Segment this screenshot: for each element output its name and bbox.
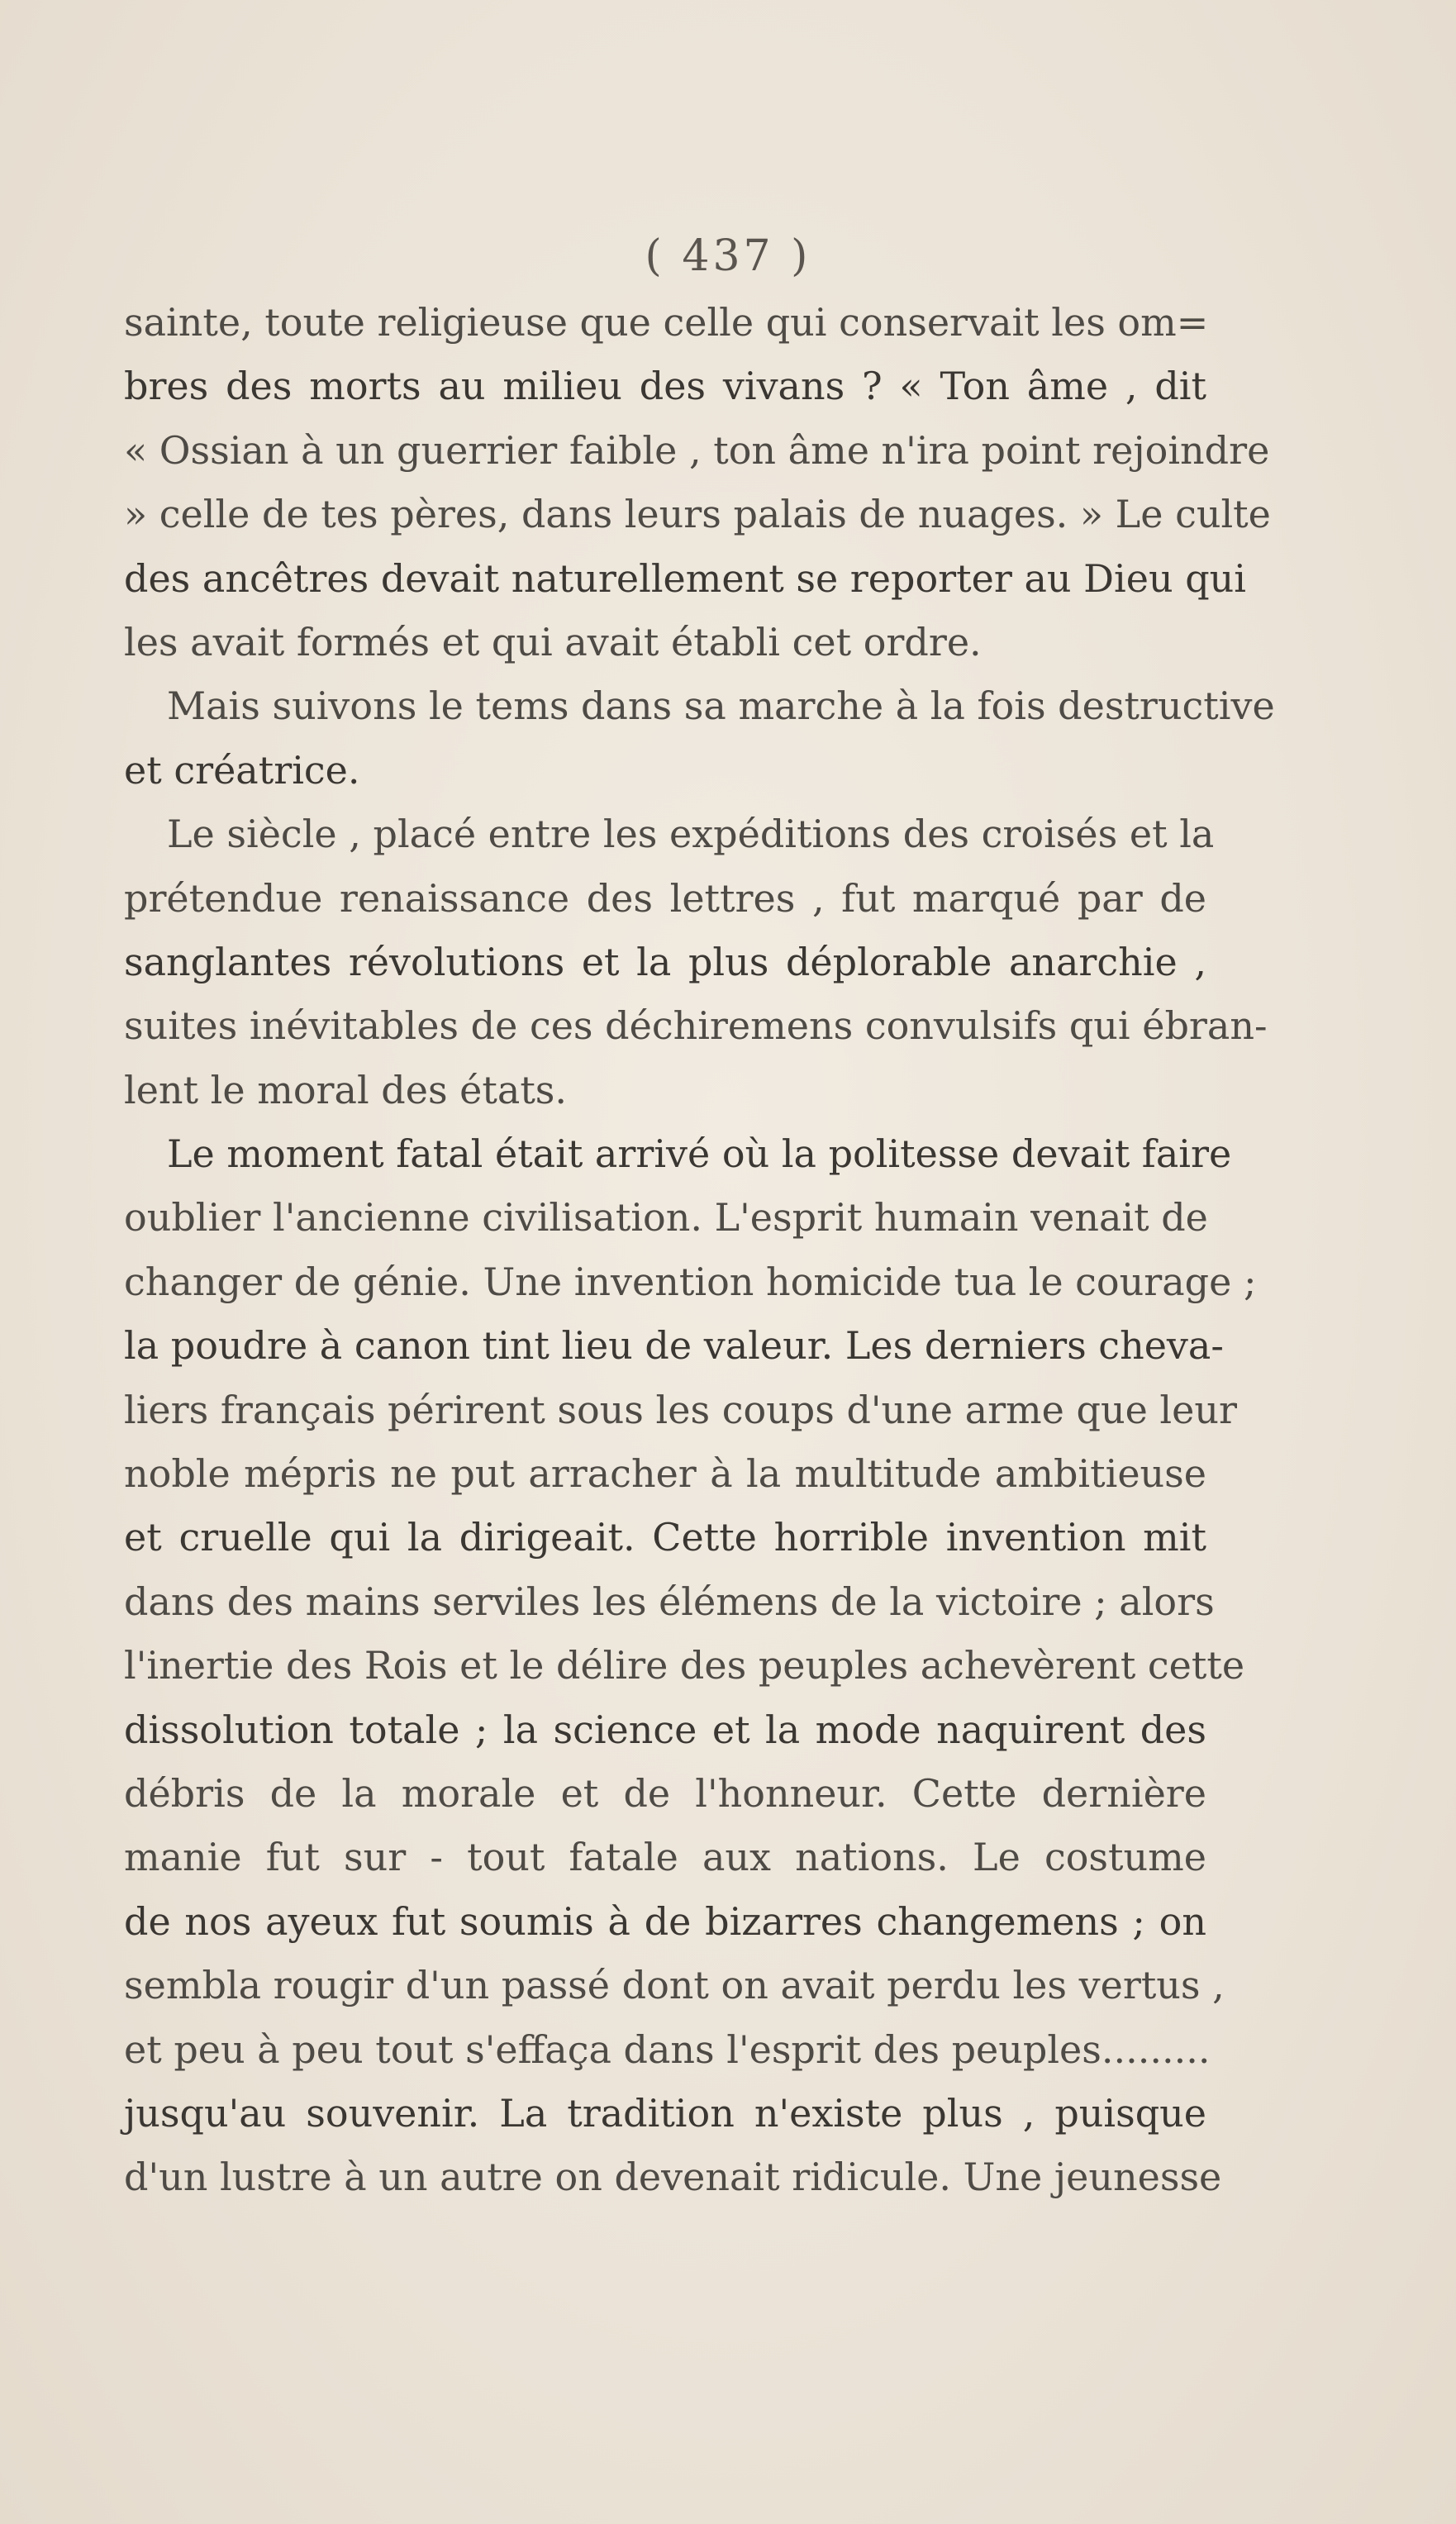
text-line: de nos ayeux fut soumis à de bizarres changemens ; on (124, 1898, 1206, 1944)
text-line: prétendue renaissance des lettres , fut marqué par de (124, 875, 1206, 921)
text-line: dans des mains serviles les élémens de la victoire ; alors (124, 1579, 1215, 1624)
text-line: » celle de tes pères, dans leurs palais de nuages. » Le culte (124, 492, 1271, 537)
text-line: débris de la morale et de l'honneur. Cette dernière (124, 1770, 1206, 1816)
text-line: Mais suivons le tems dans sa marche à la fois destructive (167, 683, 1275, 729)
text-line: jusqu'au souvenir. La tradition n'existe plus , puisque (124, 2090, 1206, 2136)
text-line: oublier l'ancienne civilisation. L'esprit humain venait de (124, 1195, 1208, 1241)
text-line: la poudre à canon tint lieu de valeur. Les derniers cheva- (124, 1323, 1224, 1369)
text-line: dissolution totale ; la science et la mode naquirent des (124, 1707, 1206, 1752)
text-line: des ancêtres devait naturellement se reporter au Dieu qui (124, 555, 1246, 601)
body-text (124, 291, 1275, 2210)
text-line: et peu à peu tout s'effaça dans l'esprit des peuples......... (124, 2026, 1211, 2072)
text-line: sanglantes révolutions et la plus déplorable anarchie , (124, 939, 1206, 984)
text-line: Le moment fatal était arrivé où la politesse devait faire (167, 1131, 1232, 1177)
text-line: sembla rougir d'un passé dont on avait perdu les vertus , (124, 1963, 1225, 2008)
text-line: suites inévitables de ces déchiremens convulsifs qui ébran- (124, 1003, 1268, 1049)
page-number: ( 437 ) (645, 231, 811, 281)
text-line: les avait formés et qui avait établi cet ordre. (124, 619, 982, 664)
text-line: et cruelle qui la dirigeait. Cette horrible invention mit (124, 1515, 1206, 1560)
text-line: bres des morts au milieu des vivans ? « Ton âme , dit (124, 364, 1206, 409)
text-line: d'un lustre à un autre on devenait ridicule. Une jeunesse (124, 2155, 1222, 2200)
text-line: changer de génie. Une invention homicide tua le courage ; (124, 1259, 1257, 1304)
text-line: Le siècle , placé entre les expéditions des croisés et la (167, 812, 1215, 857)
text-line: lent le moral des états. (124, 1067, 568, 1112)
text-line: l'inertie des Rois et le délire des peuples achevèrent cette (124, 1643, 1245, 1688)
text-line: « Ossian à un guerrier faible , ton âme n'ira point rejoindre (124, 427, 1270, 473)
text-line: noble mépris ne put arracher à la multitude ambitieuse (124, 1451, 1206, 1497)
text-line: manie fut sur - tout fatale aux nations. Le costume (124, 1835, 1206, 1880)
text-line: sainte, toute religieuse que celle qui conservait les om= (124, 300, 1209, 345)
text-line: et créatrice. (124, 747, 360, 793)
text-line: liers français périrent sous les coups d'une arme que leur (124, 1387, 1237, 1432)
